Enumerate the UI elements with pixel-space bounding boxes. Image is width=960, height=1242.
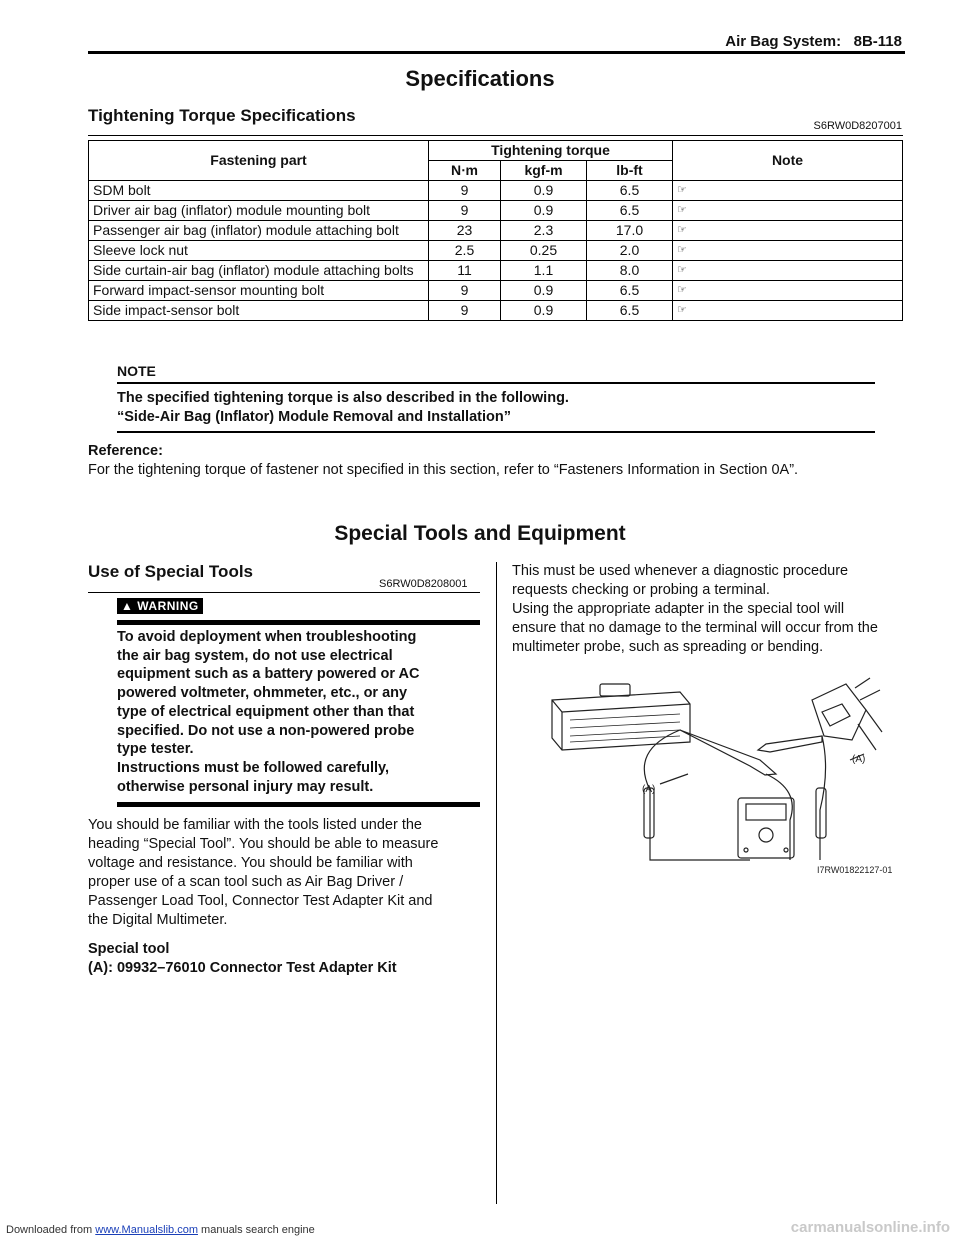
leader-line-a1 <box>660 774 688 784</box>
cell-part: Side impact-sensor bolt <box>89 301 429 321</box>
cell-part: Passenger air bag (inflator) module attaching bolt <box>89 221 429 241</box>
table-row <box>89 181 903 201</box>
hand-pointer-icon: ☞ <box>673 181 903 201</box>
paragraph-line: Passenger Load Tool, Connector Test Adapter Kit and <box>88 893 433 909</box>
cell-part: Side curtain-air bag (inflator) module attaching bolts <box>89 261 429 281</box>
column-divider <box>496 562 497 1204</box>
paragraph-line: the Digital Multimeter. <box>88 912 228 928</box>
warning-line: specified. Do not use a non-powered probe <box>117 722 415 739</box>
note-rule-top <box>117 382 875 384</box>
paragraph-line: requests checking or probing a terminal. <box>512 582 770 598</box>
paragraph-line: heading “Special Tool”. You should be able to measure <box>88 836 439 852</box>
cell-nm: 11 <box>429 261 501 281</box>
cell-nm: 9 <box>429 301 501 321</box>
download-footer <box>6 1224 315 1236</box>
torque-table <box>88 140 903 321</box>
paragraph-line: You should be familiar with the tools listed under the <box>88 817 422 833</box>
special-tool-label: Special tool <box>88 941 170 957</box>
unit-lbft: lb-ft <box>587 161 673 181</box>
cell-part: Forward impact-sensor mounting bolt <box>89 281 429 301</box>
tools-heading: Use of Special Tools <box>88 562 254 581</box>
tools-section-title: Special Tools and Equipment <box>334 522 626 545</box>
col-header-torque: Tightening torque <box>429 141 673 161</box>
reference-label: Reference: <box>88 443 163 459</box>
figure-label-a1: (A) <box>642 784 656 795</box>
hand-pointer-icon: ☞ <box>673 301 903 321</box>
right-paragraph <box>512 562 878 657</box>
note-line-1: The specified tightening torque is also described in the following. <box>117 390 569 406</box>
connector-block-icon <box>552 684 690 750</box>
table-row <box>89 221 903 241</box>
cell-nm: 2.5 <box>429 241 501 261</box>
warning-triangle-icon: ▲ <box>121 599 134 613</box>
header-rule <box>88 51 905 54</box>
cell-kgf: 0.9 <box>501 181 587 201</box>
table-row <box>89 281 903 301</box>
unit-nm: N⋅m <box>429 161 501 181</box>
hand-pointer-icon: ☞ <box>673 241 903 261</box>
hand-pointer-icon: ☞ <box>673 261 903 281</box>
multimeter-icon <box>738 798 794 858</box>
note-rule-bottom <box>117 431 875 433</box>
cell-lbft: 6.5 <box>587 281 673 301</box>
cell-lbft: 17.0 <box>587 221 673 241</box>
cell-kgf: 1.1 <box>501 261 587 281</box>
warning-line: otherwise personal injury may result. <box>117 778 374 795</box>
warning-line: equipment such as a battery powered or AC <box>117 666 420 683</box>
hand-pointer-icon: ☞ <box>673 281 903 301</box>
tools-code: S6RW0D8208001 <box>379 578 468 590</box>
note-label: NOTE <box>117 363 156 379</box>
hand-pointer-icon: ☞ <box>673 201 903 221</box>
cell-kgf: 0.9 <box>501 301 587 321</box>
paragraph-line: Using the appropriate adapter in the special tool will <box>512 601 845 617</box>
paragraph-line: This must be used whenever a diagnostic procedure <box>512 563 849 579</box>
warning-text <box>117 628 419 796</box>
cell-kgf: 0.9 <box>501 201 587 221</box>
cell-lbft: 6.5 <box>587 201 673 221</box>
connector-test-illustration <box>530 670 910 880</box>
warning-line: To avoid deployment when troubleshooting <box>117 629 417 645</box>
cell-part: SDM bolt <box>89 181 429 201</box>
cell-lbft: 6.5 <box>587 301 673 321</box>
unit-kgfm: kgf-m <box>501 161 587 181</box>
paragraph-line: ensure that no damage to the terminal will occur from the <box>512 620 878 636</box>
torque-heading-rule <box>88 135 903 136</box>
cell-kgf: 0.25 <box>501 241 587 261</box>
cell-lbft: 8.0 <box>587 261 673 281</box>
hand-pointer-icon: ☞ <box>673 221 903 241</box>
cell-nm: 23 <box>429 221 501 241</box>
header-section: Air Bag System: <box>725 33 842 50</box>
footer-prefix: Downloaded from <box>6 1224 93 1236</box>
cell-lbft: 6.5 <box>587 181 673 201</box>
warning-line: the air bag system, do not use electrical <box>117 647 393 664</box>
cell-part: Driver air bag (inflator) module mounting bolt <box>89 201 429 221</box>
page-number: 8B-118 <box>853 33 902 50</box>
page-title: Specifications <box>405 66 555 91</box>
table-row <box>89 301 903 321</box>
warning-rule-top <box>117 620 480 625</box>
manualslib-link[interactable]: www.Manualslib.com <box>95 1224 198 1236</box>
tools-heading-rule <box>88 592 480 593</box>
torque-code: S6RW0D8207001 <box>813 120 902 132</box>
special-tool-item: (A): 09932–76010 Connector Test Adapter Kit <box>88 960 397 976</box>
cell-kgf: 0.9 <box>501 281 587 301</box>
note-line-2: “Side-Air Bag (Inflator) Module Removal and Installation” <box>117 409 511 425</box>
footer-suffix: manuals search engine <box>201 1224 315 1236</box>
cell-nm: 9 <box>429 281 501 301</box>
table-row <box>89 241 903 261</box>
warning-line: powered voltmeter, ohmmeter, etc., or any <box>117 685 408 702</box>
running-header <box>725 33 902 50</box>
paragraph-line: multimeter probe, such as spreading or bending. <box>512 639 824 655</box>
col-header-part: Fastening part <box>89 141 429 181</box>
table-header-row <box>89 141 903 161</box>
figure-id: I7RW01822127-01 <box>817 865 893 875</box>
cell-kgf: 2.3 <box>501 221 587 241</box>
cell-part: Sleeve lock nut <box>89 241 429 261</box>
cell-nm: 9 <box>429 201 501 221</box>
col-header-note: Note <box>673 141 903 181</box>
reference-text: For the tightening torque of fastener not specified in this section, refer to “Fasteners Information in Section 0A”. <box>88 462 799 478</box>
warning-badge <box>117 598 203 614</box>
paragraph-line: proper use of a scan tool such as Air Bag Driver / <box>88 874 404 890</box>
warning-line: type of electrical equipment other than that <box>117 703 415 720</box>
cell-nm: 9 <box>429 181 501 201</box>
watermark: carmanualsonline.info <box>790 1219 950 1236</box>
warning-line: Instructions must be followed carefully, <box>117 759 390 776</box>
table-row <box>89 261 903 281</box>
warning-rule-bottom <box>117 802 480 807</box>
warning-line: type tester. <box>117 741 194 758</box>
figure-label-a2: (A) <box>852 754 866 765</box>
tools-paragraph <box>88 816 438 930</box>
torque-heading: Tightening Torque Specifications <box>88 106 356 125</box>
table-row <box>89 201 903 221</box>
warning-label: WARNING <box>137 599 199 613</box>
paragraph-line: voltage and resistance. You should be familiar with <box>88 855 413 871</box>
cell-lbft: 2.0 <box>587 241 673 261</box>
